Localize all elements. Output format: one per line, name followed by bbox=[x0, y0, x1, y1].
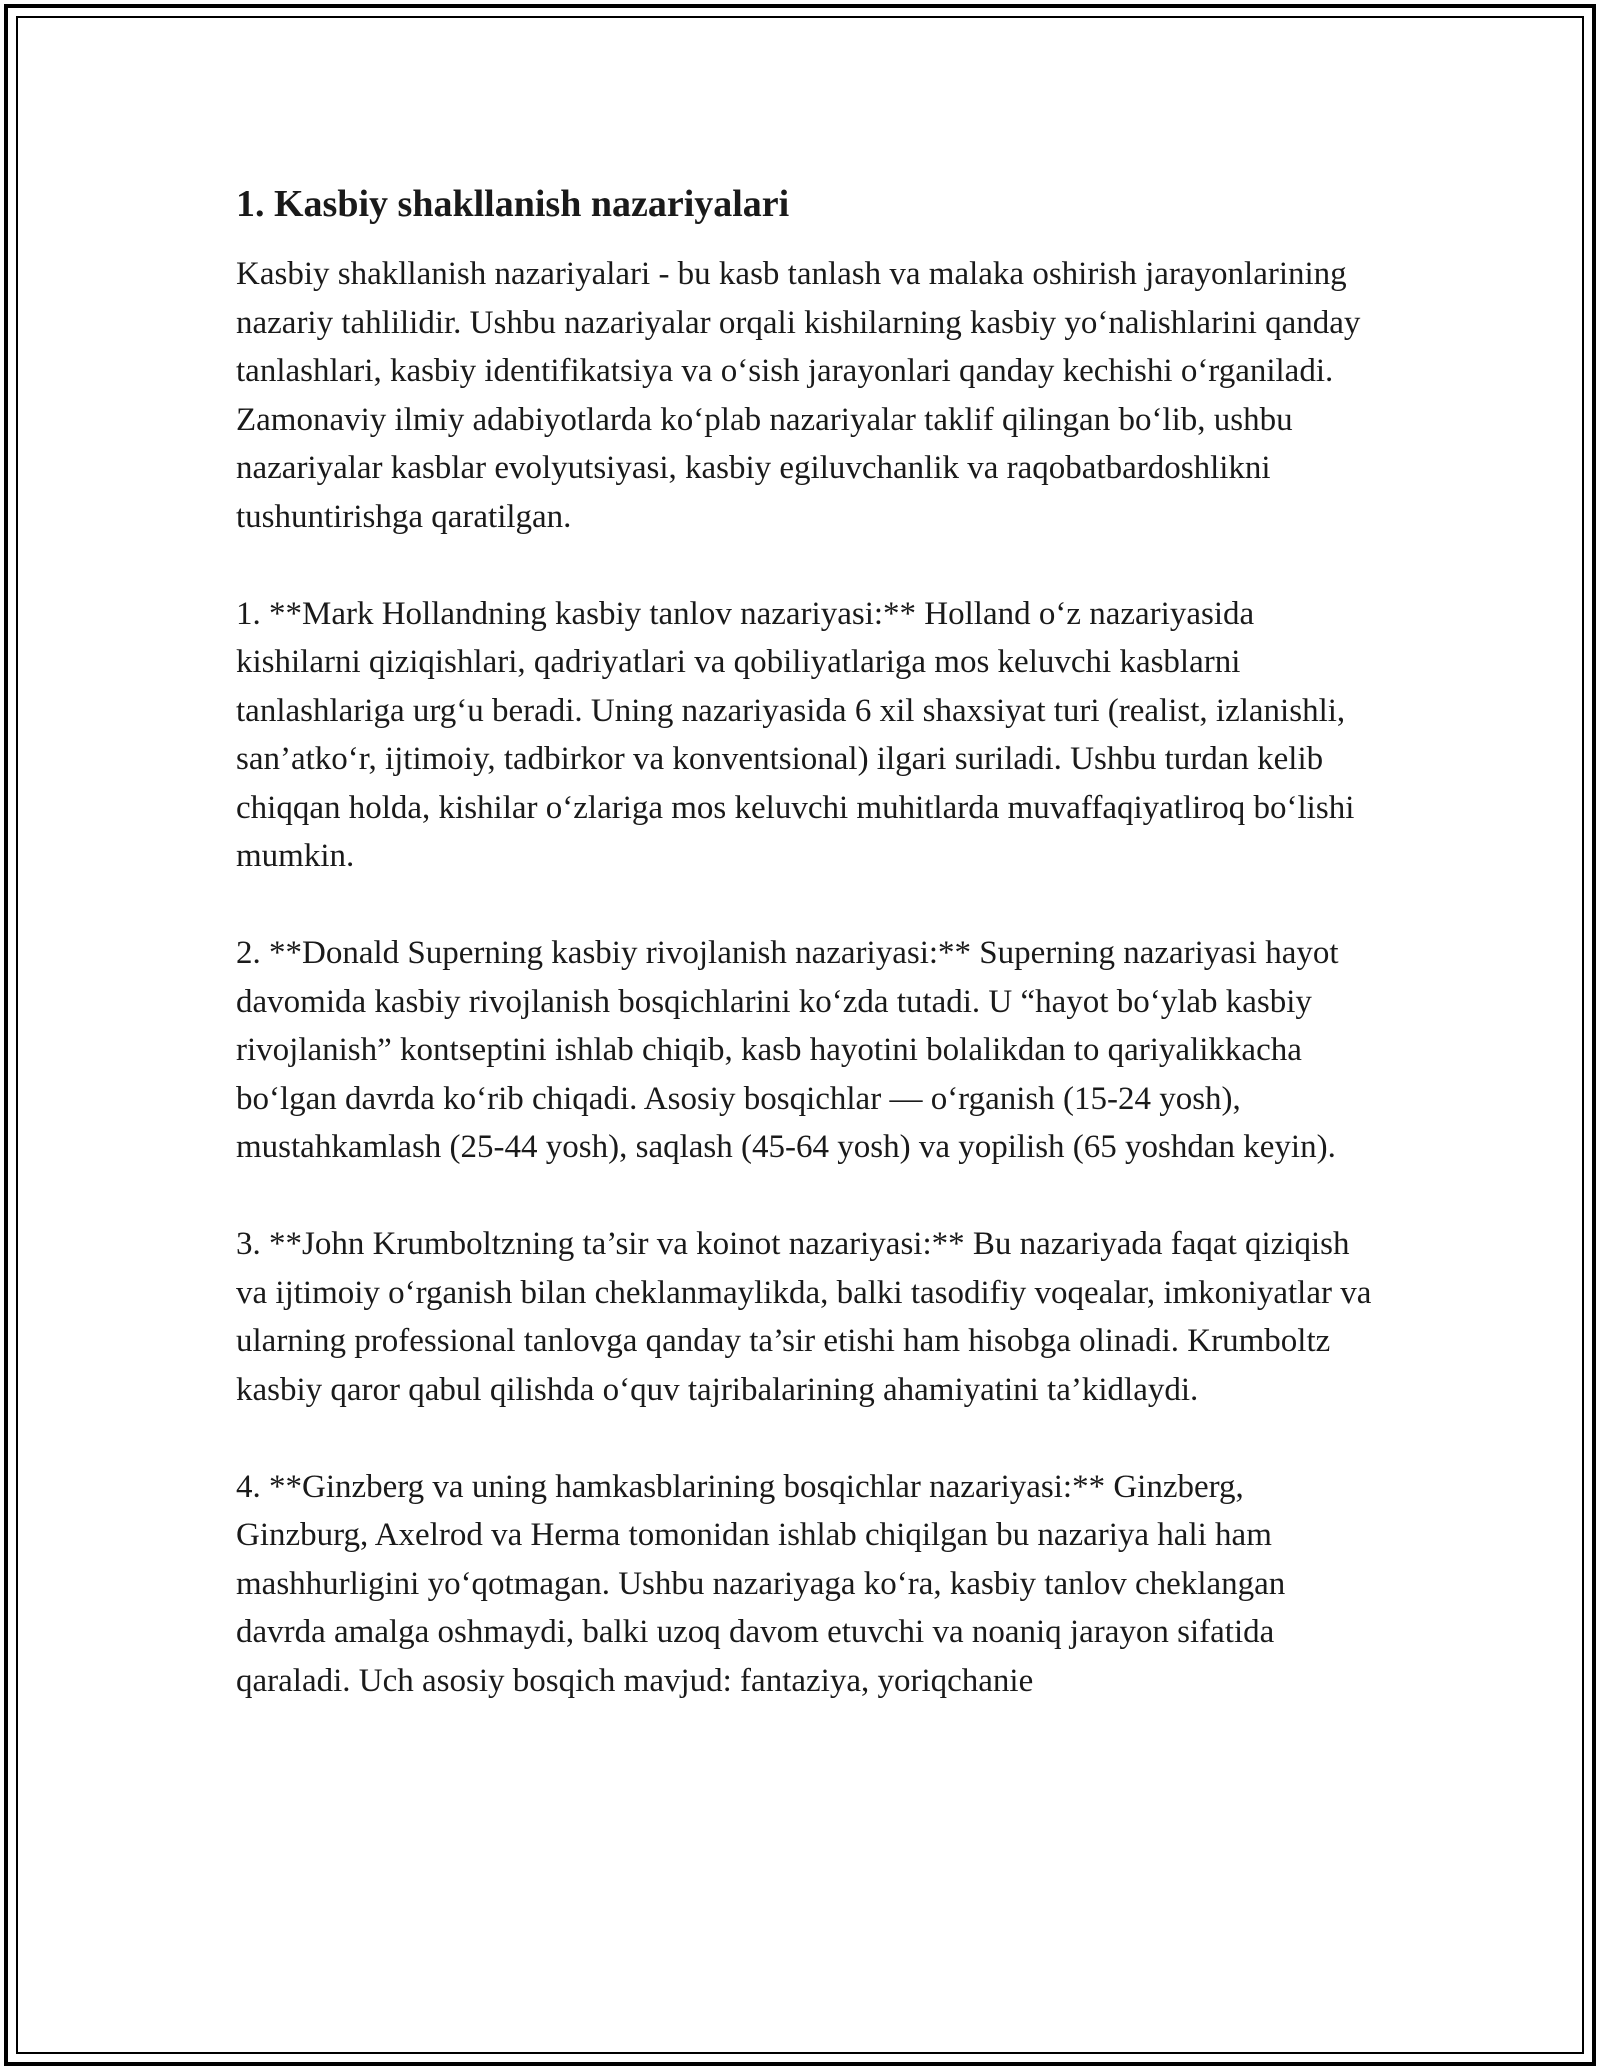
section-heading: 1. Kasbiy shakllanish nazariyalari bbox=[236, 183, 790, 225]
krumboltz-paragraph: 3. **John Krumboltzning ta’sir va koinot nazariyasi:** Bu nazariyada faqat qiziqish va ijtimoiy o‘rganish bilan cheklanmaylikda, balki tasodifiy voqealar, imkoniyatlar va ularning professional tanlovga qanday ta’sir etishi ham hisobga olinadi. Krumboltz kasbiy qaror qabul qilishda o‘quv tajribalarining ahamiyatini ta’kidlaydi. bbox=[236, 1226, 1372, 1408]
intro-paragraph: Kasbiy shakllanish nazariyalari - bu kasb tanlash va malaka oshirish jarayonlarining nazariy tahlilidir. Ushbu nazariyalar orqali kishilarning kasbiy yo‘nalishlarini qanday tanlashlari, kasbiy identifikatsiya va o‘sish jarayonlari qanday kechishi o‘rganiladi. Zamonaviy ilmiy adabiyotlarda ko‘plab nazariyalar taklif qilingan bo‘lib, ushbu nazariyalar kasblar evolyutsiyasi, kasbiy egiluvchanlik va raqobatbardoshlikni tushuntirishga qaratilgan. bbox=[236, 256, 1361, 535]
document-page bbox=[236, 178, 1376, 1705]
super-paragraph: 2. **Donald Superning kasbiy rivojlanish nazariyasi:** Superning nazariyasi hayot davomida kasbiy rivojlanish bosqichlarini ko‘zda tutadi. U “hayot bo‘ylab kasbiy rivojlanish” kontseptini ishlab chiqib, kasb hayotini bolalikdan to qariyalikkacha bo‘lgan davrda ko‘rib chiqadi. Asosiy bosqichlar — o‘rganish (15-24 yosh), mustahkamlash (25-44 yosh), saqlash (45-64 yosh) va yopilish (65 yoshdan keyin). bbox=[236, 935, 1339, 1165]
holland-paragraph: 1. **Mark Hollandning kasbiy tanlov nazariyasi:** Holland o‘z nazariyasida kishilarni qiziqishlari, qadriyatlari va qobiliyatlariga mos keluvchi kasblarni tanlashlariga urg‘u beradi. Uning nazariyasida 6 xil shaxsiyat turi (realist, izlanishli, san’atko‘r, ijtimoiy, tadbirkor va konventsional) ilgari suriladi. Ushbu turdan kelib chiqqan holda, kishilar o‘zlariga mos keluvchi muhitlarda muvaffaqiyatliroq bo‘lishi mumkin. bbox=[236, 595, 1355, 874]
ginzberg-paragraph: 4. **Ginzberg va uning hamkasblarining bosqichlar nazariyasi:** Ginzberg, Ginzburg, Axelrod va Herma tomonidan ishlab chiqilgan bu nazariya hali ham mashhurligini yo‘qotmagan. Ushbu nazariyaga ko‘ra, kasbiy tanlov cheklangan davrda amalga oshmaydi, balki uzoq davom etuvchi va noaniq jarayon sifatida qaraladi. Uch asosiy bosqich mavjud: fantaziya, yoriqchanie bbox=[236, 1468, 1286, 1699]
